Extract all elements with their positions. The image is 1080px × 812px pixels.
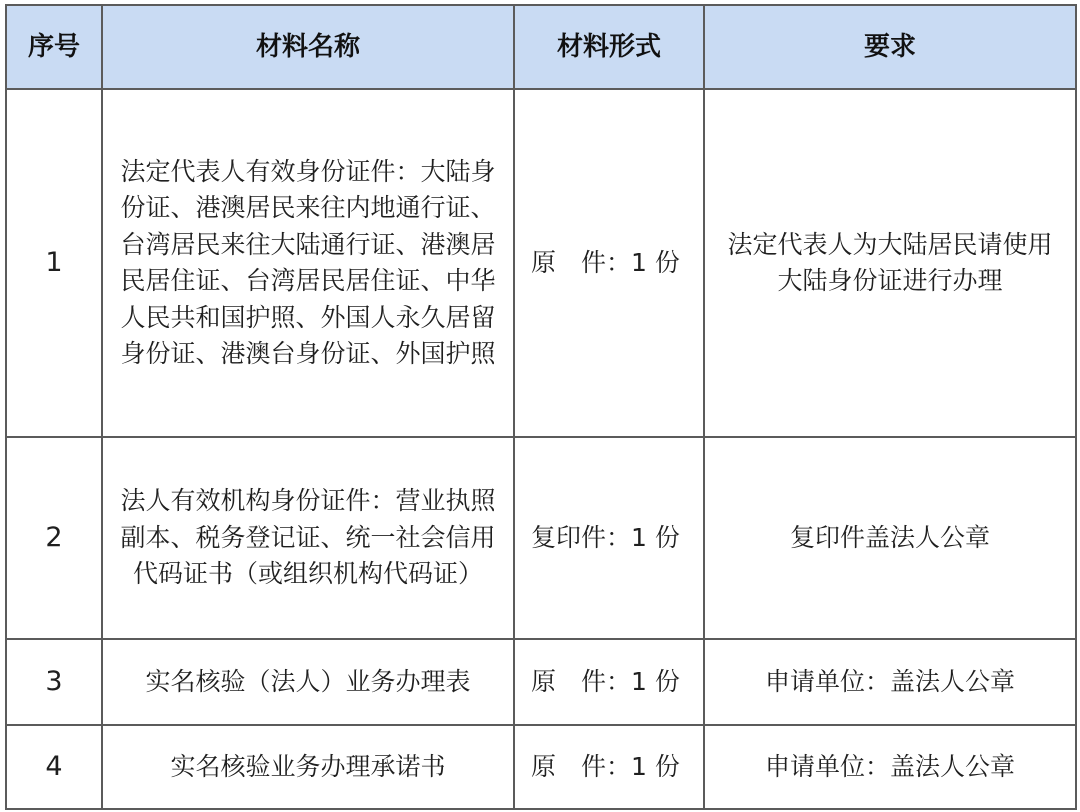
table-row xyxy=(6,725,1076,809)
material-form-cell: 原 件：1 份 xyxy=(514,89,704,437)
row-index: 2 xyxy=(6,437,102,639)
requirement-cell: 法定代表人为大陆居民请使用大陆身份证进行办理 xyxy=(704,89,1076,437)
materials-table xyxy=(5,4,1077,810)
header-row xyxy=(6,5,1076,89)
row-index: 1 xyxy=(6,89,102,437)
header-index: 序号 xyxy=(6,5,102,89)
row-index: 3 xyxy=(6,639,102,725)
table-header xyxy=(6,5,1076,89)
material-form-cell: 原 件：1 份 xyxy=(514,639,704,725)
table-row xyxy=(6,437,1076,639)
requirement-cell: 申请单位：盖法人公章 xyxy=(704,725,1076,809)
table-row xyxy=(6,89,1076,437)
material-name-cell: 实名核验（法人）业务办理表 xyxy=(102,639,514,725)
row-index: 4 xyxy=(6,725,102,809)
material-form-cell: 复印件：1 份 xyxy=(514,437,704,639)
material-name-cell: 法定代表人有效身份证件：大陆身份证、港澳居民来往内地通行证、台湾居民来往大陆通行证、港澳居民居住证、台湾居民居住证、中华人民共和国护照、外国人永久居留身份证、港澳台身份证、外国护照 xyxy=(102,89,514,437)
table-row xyxy=(6,639,1076,725)
material-name-cell: 法人有效机构身份证件：营业执照副本、税务登记证、统一社会信用代码证书（或组织机构代码证） xyxy=(102,437,514,639)
material-form-cell: 原 件：1 份 xyxy=(514,725,704,809)
material-name-cell: 实名核验业务办理承诺书 xyxy=(102,725,514,809)
header-material-name: 材料名称 xyxy=(102,5,514,89)
requirement-cell: 申请单位：盖法人公章 xyxy=(704,639,1076,725)
table-body xyxy=(6,89,1076,809)
header-requirement: 要求 xyxy=(704,5,1076,89)
header-material-form: 材料形式 xyxy=(514,5,704,89)
requirement-cell: 复印件盖法人公章 xyxy=(704,437,1076,639)
